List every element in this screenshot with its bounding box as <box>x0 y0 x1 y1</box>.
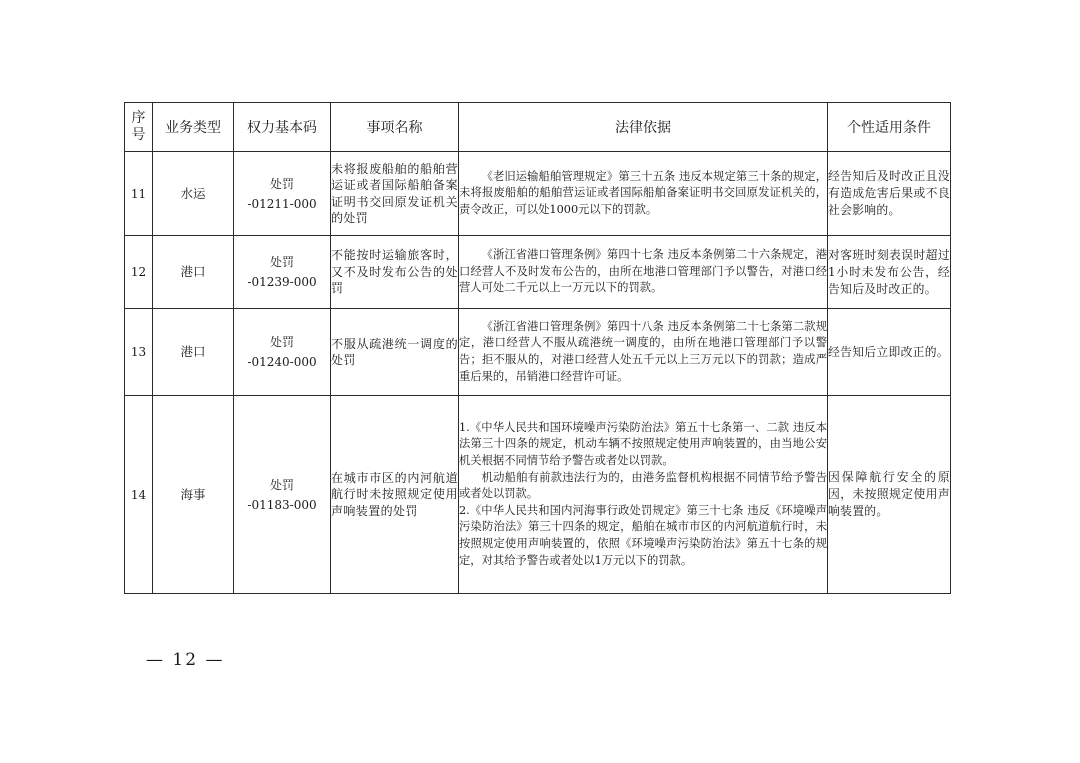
row-item-name: 不服从疏港统一调度的处罚 <box>331 309 459 396</box>
header-seq <box>125 103 153 152</box>
table-row <box>125 152 951 236</box>
row-seq: 13 <box>125 309 153 396</box>
legal-basis-paragraph: 《浙江省港口管理条例》第四十七条 违反本条例第二十六条规定，港口经营人不及时发布公告的，由所在地港口管理部门予以警告，对港口经营人可处二千元以上一万元以下的罚款。 <box>459 248 827 295</box>
row-power-code <box>234 236 331 309</box>
header-applicable-condition: 个性适用条件 <box>828 103 951 152</box>
row-legal-basis <box>459 236 828 309</box>
row-item-name: 未将报废船舶的船舶营运证或者国际船舶备案证明书交回原发证机关的处罚 <box>331 152 459 236</box>
legal-basis-paragraph: 2.《中华人民共和国内河海事行政处罚规定》第三十七条 违反《环境噪声污染防治法》第三十四条的规定，船舶在城市市区的内河航道航行时，未按照规定使用声响装置的，依照《环境噪声污染防治法》第五十七条的规定，对其给予警告或者处以1万元以下的罚款。 <box>459 503 827 567</box>
row-legal-basis <box>459 309 828 396</box>
power-code-line1: 处罚 <box>269 176 294 191</box>
power-code-line1: 处罚 <box>269 335 294 349</box>
page-number-value: 12 <box>172 650 199 670</box>
header-item-name: 事项名称 <box>331 103 459 152</box>
header-legal-basis: 法律依据 <box>459 103 828 152</box>
legal-basis-paragraph: 1.《中华人民共和国环境噪声污染防治法》第五十七条第一、二款 违反本法第三十四条的规定，机动车辆不按照规定使用声响装置的，由当地公安机关根据不同情节给予警告或者处以罚款。 <box>459 420 827 468</box>
row-item-name: 在城市市区的内河航道航行时未按照规定使用声响装置的处罚 <box>331 396 459 594</box>
table-header-row <box>125 103 951 152</box>
row-business-type: 港口 <box>153 236 234 309</box>
row-item-name: 不能按时运输旅客时，又不及时发布公告的处罚 <box>331 236 459 309</box>
penalty-items-table <box>124 102 951 594</box>
row-applicable-condition: 经告知后立即改正的。 <box>828 309 951 396</box>
row-seq: 11 <box>125 152 153 236</box>
row-business-type: 港口 <box>153 309 234 396</box>
power-code-line1: 处罚 <box>269 477 294 492</box>
header-business-type: 业务类型 <box>153 103 234 152</box>
header-seq-label: 序号 <box>131 110 146 143</box>
power-code-line2: -01240-000 <box>247 355 317 369</box>
row-power-code <box>234 396 331 594</box>
power-code-line2: -01211-000 <box>247 196 317 211</box>
row-business-type: 水运 <box>153 152 234 236</box>
row-legal-basis <box>459 152 828 236</box>
row-seq: 14 <box>125 396 153 594</box>
header-power-code: 权力基本码 <box>234 103 331 152</box>
page-number: — 12 — <box>146 650 225 670</box>
legal-basis-paragraph: 《老旧运输船舶管理规定》第三十五条 违反本规定第三十条的规定，未将报废船舶的船舶营运证或者国际船舶备案证明书交回原发证机关的，责令改正，可以处1000元以下的罚款。 <box>459 169 827 216</box>
power-code-line2: -01183-000 <box>247 497 317 512</box>
row-power-code <box>234 152 331 236</box>
table-row <box>125 396 951 594</box>
table-row <box>125 236 951 309</box>
row-applicable-condition: 经告知后及时改正且没有造成危害后果或不良社会影响的。 <box>828 152 951 236</box>
row-applicable-condition: 对客班时刻表误时超过1小时未发布公告，经告知后及时改正的。 <box>828 236 951 309</box>
row-applicable-condition: 因保障航行安全的原因，未按照规定使用声响装置的。 <box>828 396 951 594</box>
power-code-line1: 处罚 <box>269 255 294 269</box>
row-legal-basis <box>459 396 828 594</box>
row-seq: 12 <box>125 236 153 309</box>
power-code-line2: -01239-000 <box>247 275 317 289</box>
legal-basis-paragraph: 《浙江省港口管理条例》第四十八条 违反本条例第二十七条第二款规定，港口经营人不服从疏港统一调度的，由所在地港口管理部门予以警告；拒不服从的，对港口经营人处五千元以上三万元以下的罚款；造成严重后果的，吊销港口经营许可证。 <box>459 319 827 383</box>
table-row <box>125 309 951 396</box>
row-power-code <box>234 309 331 396</box>
row-business-type: 海事 <box>153 396 234 594</box>
legal-basis-paragraph: 机动船舶有前款违法行为的，由港务监督机构根据不同情节给予警告或者处以罚款。 <box>459 470 827 501</box>
